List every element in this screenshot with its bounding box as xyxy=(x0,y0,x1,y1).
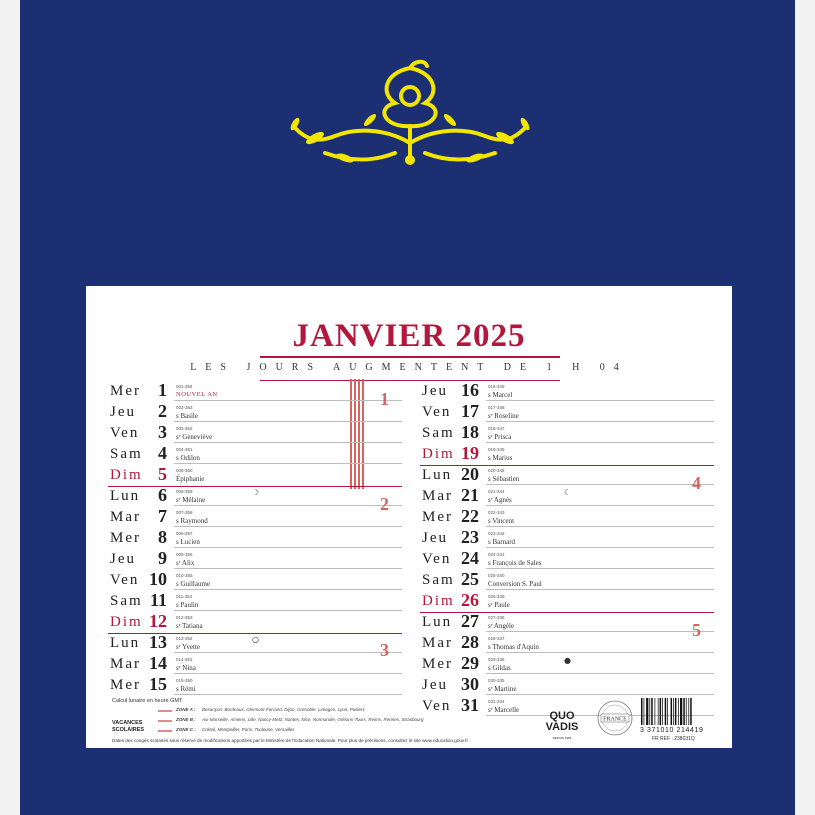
barcode-bar xyxy=(658,698,659,725)
moon-phase-icon: ☽ xyxy=(252,488,260,497)
day-row xyxy=(110,655,402,676)
day-of-year: 016-349 xyxy=(488,384,505,389)
day-of-year: 013-352 xyxy=(176,636,193,641)
day-number: 12 xyxy=(149,611,167,631)
product-ref: FR REF : 238031Q xyxy=(652,736,695,742)
day-number: 28 xyxy=(461,632,479,652)
barcode-bar xyxy=(675,698,677,725)
day-name: Mer xyxy=(422,509,453,525)
day-name: Ven xyxy=(422,551,452,567)
barcode-bar xyxy=(649,698,650,725)
day-row xyxy=(422,529,714,550)
day-row xyxy=(422,592,714,613)
day-rule xyxy=(174,505,402,506)
day-rule xyxy=(486,673,714,674)
saint-name: sᵉ Geneviève xyxy=(176,433,213,441)
day-number: 13 xyxy=(149,632,167,652)
day-name: Ven xyxy=(422,404,452,420)
barcode-bar xyxy=(655,698,656,725)
barcode-bar xyxy=(641,698,643,725)
saint-name: sᵉ Mélaine xyxy=(176,496,206,504)
disclaimer: Dates des congés scolaires sous réserve de modifications apportées par le Ministère de l'Education Nationale. Pour plus de précisions, consultez le site www.education.gouv.fr xyxy=(112,738,468,743)
saint-name: s Vincent xyxy=(488,517,515,525)
day-rule xyxy=(174,547,402,548)
day-of-year: 002-363 xyxy=(176,405,193,410)
day-rule xyxy=(486,400,714,401)
day-of-year: 010-355 xyxy=(176,573,193,578)
saint-name: sᵉ Paule xyxy=(488,601,510,609)
lunar-note: Calcul lunaire en heure GMT xyxy=(112,698,183,704)
barcode-bar xyxy=(678,698,679,725)
barcode-bar xyxy=(665,698,667,725)
day-of-year: 022-343 xyxy=(488,510,505,515)
day-number: 1 xyxy=(158,380,167,400)
day-name: Jeu xyxy=(422,530,448,546)
day-of-year: 024-341 xyxy=(488,552,505,557)
day-row xyxy=(110,571,402,592)
day-name: Lun xyxy=(110,488,141,504)
day-name: Ven xyxy=(422,698,452,714)
week-number: 1 xyxy=(380,389,389,409)
barcode-bar xyxy=(644,698,645,725)
day-name: Mar xyxy=(110,656,141,672)
day-name: Sam xyxy=(422,425,455,441)
day-row xyxy=(110,382,402,403)
barcode-bar xyxy=(683,698,685,725)
day-name: Mer xyxy=(110,677,141,693)
day-name: Jeu xyxy=(110,404,136,420)
day-name: Dim xyxy=(422,446,455,462)
day-of-year: 012-353 xyxy=(176,615,193,620)
day-name: Mer xyxy=(110,383,141,399)
day-rule xyxy=(486,526,714,527)
day-number: 16 xyxy=(461,380,479,400)
saint-name: s Marcel xyxy=(488,391,513,399)
day-name: Sam xyxy=(422,572,455,588)
day-number: 24 xyxy=(461,548,479,568)
day-row xyxy=(422,487,714,508)
subtitle-rule xyxy=(260,380,560,381)
day-of-year: 027-338 xyxy=(488,615,505,620)
vacances-title-line2: SCOLAIRES xyxy=(112,727,145,733)
day-of-year: 001-364 xyxy=(176,384,193,389)
day-row xyxy=(422,655,714,676)
saint-name: s Raymond xyxy=(176,517,208,525)
day-row xyxy=(422,445,714,466)
day-rule xyxy=(174,673,402,674)
day-number: 8 xyxy=(158,527,167,547)
day-number: 17 xyxy=(461,401,479,421)
day-rule xyxy=(486,568,714,569)
day-rule xyxy=(174,589,402,590)
saint-name: s Paulin xyxy=(176,601,199,609)
day-row xyxy=(110,403,402,424)
week-number: 3 xyxy=(380,640,389,660)
barcode-bar xyxy=(680,698,682,725)
day-row xyxy=(422,571,714,592)
zone-a: ZONE A : Besançon, Bordeaux, Clermont-Ferrand, Dijon, Grenoble, Limoges, Lyon, Poitiers xyxy=(158,707,418,715)
day-rule xyxy=(486,442,714,443)
day-number: 4 xyxy=(158,443,167,463)
day-name: Mer xyxy=(110,530,141,546)
barcode-bar xyxy=(660,698,662,725)
day-of-year: 029-336 xyxy=(488,657,505,662)
day-of-year: 006-359 xyxy=(176,489,193,494)
day-row xyxy=(110,466,402,487)
day-rule xyxy=(486,631,714,632)
saint-name: s Guillaume xyxy=(176,580,211,588)
moon-phase-icon: ○ xyxy=(252,635,259,644)
day-of-year: 020-345 xyxy=(488,468,505,473)
day-name: Ven xyxy=(110,572,140,588)
saint-name: sᵉ Roseline xyxy=(488,412,519,420)
ornament-decoration xyxy=(275,48,545,173)
made-in-france-seal xyxy=(596,699,634,737)
day-number: 6 xyxy=(158,485,167,505)
day-number: 3 xyxy=(158,422,167,442)
barcode xyxy=(640,698,714,725)
day-number: 29 xyxy=(461,653,479,673)
day-of-year: 009-356 xyxy=(176,552,193,557)
saint-name: sᵉ Alix xyxy=(176,559,195,567)
saint-name: s Gildas xyxy=(488,664,511,672)
week-number: 4 xyxy=(692,473,701,493)
saint-name: s François de Sales xyxy=(488,559,542,567)
day-rule xyxy=(486,694,714,695)
day-number: 10 xyxy=(149,569,167,589)
day-of-year: 017-348 xyxy=(488,405,505,410)
day-row xyxy=(422,466,714,487)
saint-name: s Lucien xyxy=(176,538,200,546)
day-row xyxy=(422,508,714,529)
day-number: 2 xyxy=(158,401,167,421)
day-of-year: 008-357 xyxy=(176,531,193,536)
day-number: 20 xyxy=(461,464,479,484)
day-rule xyxy=(174,610,402,611)
day-rule xyxy=(486,589,714,590)
day-rule xyxy=(174,568,402,569)
month-title: JANVIER 2025 xyxy=(292,318,526,354)
month-subtitle: LES JOURS AUGMENTENT DE 1 H 04 xyxy=(190,362,628,373)
day-of-year: 007-358 xyxy=(176,510,193,515)
day-row xyxy=(422,613,714,634)
vacances-title-line1: VACANCES xyxy=(112,720,143,726)
day-number: 7 xyxy=(158,506,167,526)
day-rule xyxy=(486,547,714,548)
day-name: Ven xyxy=(110,425,140,441)
day-of-year: 005-360 xyxy=(176,468,193,473)
vacances-title xyxy=(112,720,144,734)
saint-name: s Sébastien xyxy=(488,475,520,483)
day-name: Lun xyxy=(422,614,453,630)
day-row xyxy=(422,403,714,424)
day-row xyxy=(110,592,402,613)
day-rule xyxy=(174,421,402,422)
saint-name: sᵉ Marcelle xyxy=(488,706,520,714)
day-rule xyxy=(174,526,402,527)
barcode-bar xyxy=(690,698,692,725)
day-row xyxy=(110,613,402,634)
day-name: Lun xyxy=(110,635,141,651)
saint-name: sᵉ Yvette xyxy=(176,643,200,651)
day-number: 18 xyxy=(461,422,479,442)
barcode-bar xyxy=(662,698,663,725)
day-of-year: 028-337 xyxy=(488,636,505,641)
day-number: 9 xyxy=(158,548,167,568)
day-of-year: 019-346 xyxy=(488,447,505,452)
day-number: 22 xyxy=(461,506,479,526)
day-of-year: 011-354 xyxy=(176,594,193,599)
week-number: 5 xyxy=(692,620,701,640)
day-row xyxy=(110,424,402,445)
day-rule xyxy=(486,652,714,653)
saint-name: sᵉ Agnès xyxy=(488,496,512,504)
day-of-year: 026-339 xyxy=(488,594,505,599)
day-of-year: 030-335 xyxy=(488,678,505,683)
svg-text:FRANCE: FRANCE xyxy=(603,716,627,723)
day-row xyxy=(110,529,402,550)
day-rule xyxy=(174,400,402,401)
barcode-bar xyxy=(688,698,689,725)
saint-name: s Basile xyxy=(176,412,198,420)
day-rule xyxy=(174,463,402,464)
saint-name: sᵉ Angèle xyxy=(488,622,515,630)
day-name: Sam xyxy=(110,446,143,462)
week-number: 2 xyxy=(380,494,389,514)
day-name: Dim xyxy=(110,467,143,483)
day-name: Mar xyxy=(110,509,141,525)
day-name: Jeu xyxy=(422,383,448,399)
day-of-year: 004-361 xyxy=(176,447,193,452)
barcode-number: 3 371010 214419 xyxy=(640,727,704,734)
barcode-bar xyxy=(651,698,653,725)
day-row xyxy=(422,634,714,655)
barcode-bar xyxy=(671,698,673,725)
day-of-year: 021-344 xyxy=(488,489,505,494)
day-of-year: 003-362 xyxy=(176,426,193,431)
day-name: Mar xyxy=(422,635,453,651)
day-number: 5 xyxy=(158,464,167,484)
day-row xyxy=(422,676,714,697)
day-number: 31 xyxy=(461,695,479,715)
day-rule xyxy=(486,484,714,485)
saint-name: s Odilon xyxy=(176,454,200,462)
day-row xyxy=(422,382,714,403)
barcode-bar xyxy=(673,698,674,725)
day-number: 19 xyxy=(461,443,479,463)
moon-phase-icon: ☾ xyxy=(564,488,572,497)
day-number: 25 xyxy=(461,569,479,589)
saint-name: s Thomas d'Aquin xyxy=(488,643,539,651)
day-rule xyxy=(486,421,714,422)
title-rule xyxy=(260,356,560,358)
day-of-year: 018-347 xyxy=(488,426,505,431)
day-name: Jeu xyxy=(422,677,448,693)
day-row xyxy=(422,550,714,571)
day-name: Mer xyxy=(422,656,453,672)
day-number: 14 xyxy=(149,653,167,673)
saint-name: s Rémi xyxy=(176,685,196,693)
saint-name: Épiphanie xyxy=(176,475,205,483)
moon-phase-icon: ● xyxy=(564,656,571,665)
day-row xyxy=(110,676,402,697)
day-of-year: 025-340 xyxy=(488,573,505,578)
saint-name: Conversion S. Paul xyxy=(488,580,542,588)
day-rule xyxy=(174,694,402,695)
saint-name: sᵉ Tatiana xyxy=(176,622,203,630)
zone-c: ZONE C : Créteil, Montpellier, Paris, Toulouse, Versailles xyxy=(158,727,418,735)
day-number: 11 xyxy=(149,590,167,610)
day-rule xyxy=(174,442,402,443)
day-name: Mar xyxy=(422,488,453,504)
quo-vadis-logo: QUO VADIS DEPUIS 1954 xyxy=(545,710,579,740)
saint-name: s Barnard xyxy=(488,538,516,546)
day-row xyxy=(110,508,402,529)
barcode-bar xyxy=(646,698,648,725)
day-of-year: 023-342 xyxy=(488,531,505,536)
day-of-year: 014-351 xyxy=(176,657,193,662)
day-name: Lun xyxy=(422,467,453,483)
day-name: Dim xyxy=(110,614,143,630)
day-name: Jeu xyxy=(110,551,136,567)
zone-b: ZONE B : Aix-Marseille, Amiens, Lille, Nancy-Metz, Nantes, Nice, Normandie, Orléans-Tours, Reims, Rennes, Strasbourg xyxy=(158,717,418,725)
saint-name: NOUVEL AN xyxy=(176,391,218,398)
day-of-year: 015-350 xyxy=(176,678,193,683)
day-rule xyxy=(486,505,714,506)
day-number: 26 xyxy=(461,590,479,610)
saint-name: sᵉ Prisca xyxy=(488,433,512,441)
day-row xyxy=(110,550,402,571)
day-number: 15 xyxy=(149,674,167,694)
day-row xyxy=(110,487,402,508)
day-row xyxy=(422,424,714,445)
day-name: Sam xyxy=(110,593,143,609)
day-of-year: 031-334 xyxy=(488,699,505,704)
day-name: Dim xyxy=(422,593,455,609)
barcode-bar xyxy=(686,698,687,725)
day-number: 27 xyxy=(461,611,479,631)
day-number: 30 xyxy=(461,674,479,694)
day-row xyxy=(110,445,402,466)
day-number: 21 xyxy=(461,485,479,505)
day-number: 23 xyxy=(461,527,479,547)
saint-name: sᵉ Nina xyxy=(176,664,196,672)
calendar-sheet xyxy=(86,286,732,748)
day-rule xyxy=(174,652,402,653)
day-row xyxy=(110,634,402,655)
saint-name: s Marius xyxy=(488,454,513,462)
saint-name: sᵉ Martine xyxy=(488,685,517,693)
barcode-bar xyxy=(667,698,668,725)
